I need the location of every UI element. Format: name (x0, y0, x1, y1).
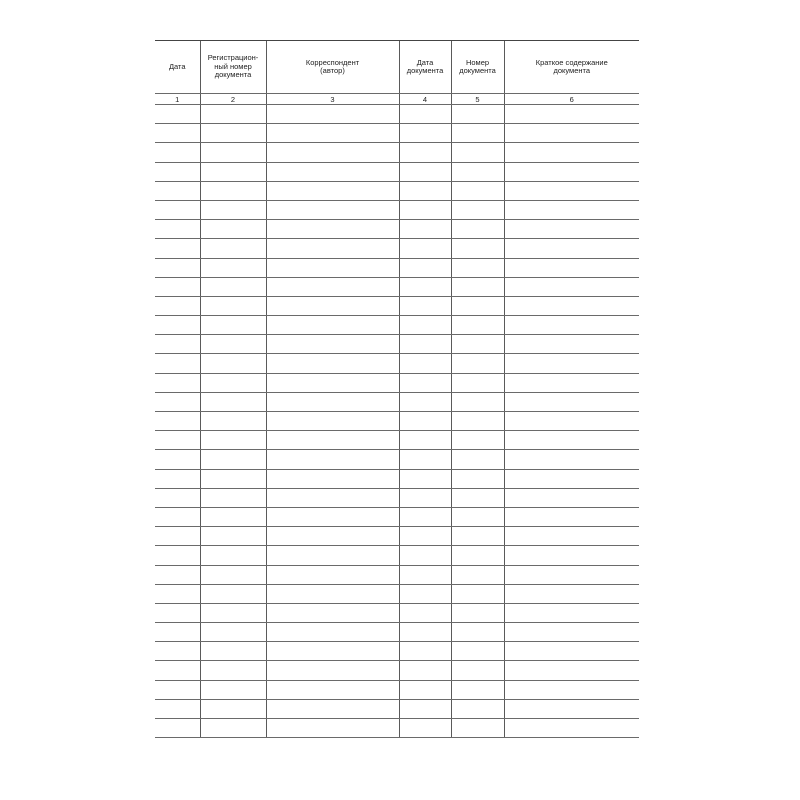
table-cell (451, 124, 504, 143)
table-cell (266, 450, 399, 469)
table-cell (504, 354, 639, 373)
table-row (155, 431, 639, 450)
table-cell (399, 642, 451, 661)
table-cell (266, 699, 399, 718)
table-cell (266, 277, 399, 296)
table-cell (266, 258, 399, 277)
table-cell (155, 335, 200, 354)
table-cell (200, 181, 266, 200)
table-cell (451, 719, 504, 738)
table-cell (451, 546, 504, 565)
table-cell (399, 488, 451, 507)
table-cell (266, 316, 399, 335)
table-cell (504, 296, 639, 315)
table-cell (504, 124, 639, 143)
table-cell (200, 680, 266, 699)
table-cell (399, 469, 451, 488)
table-cell (399, 527, 451, 546)
table-cell (200, 527, 266, 546)
table-cell (451, 584, 504, 603)
table-cell (399, 105, 451, 124)
column-number: 6 (504, 94, 639, 105)
table-row (155, 527, 639, 546)
table-row (155, 412, 639, 431)
table-cell (504, 143, 639, 162)
table-cell (200, 220, 266, 239)
table-cell (451, 699, 504, 718)
table-cell (155, 680, 200, 699)
table-cell (266, 220, 399, 239)
table-cell (266, 661, 399, 680)
table-cell (200, 623, 266, 642)
table-cell (266, 373, 399, 392)
table-cell (200, 258, 266, 277)
table-cell (504, 277, 639, 296)
table-cell (266, 296, 399, 315)
table-cell (200, 431, 266, 450)
table-cell (200, 105, 266, 124)
table-cell (504, 412, 639, 431)
table-cell (155, 220, 200, 239)
table-cell (155, 354, 200, 373)
table-cell (155, 105, 200, 124)
table-row (155, 450, 639, 469)
table-cell (155, 488, 200, 507)
table-cell (200, 296, 266, 315)
table-row (155, 719, 639, 738)
table-row (155, 354, 639, 373)
table-cell (266, 143, 399, 162)
table-cell (266, 642, 399, 661)
table-row (155, 239, 639, 258)
table-cell (504, 584, 639, 603)
table-cell (266, 335, 399, 354)
table-cell (451, 143, 504, 162)
table-cell (155, 450, 200, 469)
table-cell (399, 565, 451, 584)
table-cell (200, 143, 266, 162)
table-cell (155, 181, 200, 200)
journal-body (155, 105, 639, 738)
table-cell (155, 200, 200, 219)
table-cell (155, 277, 200, 296)
table-cell (266, 680, 399, 699)
table-cell (200, 546, 266, 565)
table-cell (266, 623, 399, 642)
table-row (155, 680, 639, 699)
journal-page (155, 40, 639, 738)
table-cell (399, 699, 451, 718)
table-row (155, 373, 639, 392)
table-cell (451, 373, 504, 392)
table-cell (451, 316, 504, 335)
table-cell (504, 661, 639, 680)
table-row (155, 507, 639, 526)
table-row (155, 105, 639, 124)
table-cell (451, 200, 504, 219)
table-cell (504, 507, 639, 526)
table-cell (504, 316, 639, 335)
table-cell (399, 124, 451, 143)
table-cell (155, 546, 200, 565)
column-number-row (155, 94, 639, 105)
header-date: Дата (155, 41, 200, 94)
table-cell (504, 431, 639, 450)
table-row (155, 699, 639, 718)
table-cell (451, 680, 504, 699)
table-cell (451, 258, 504, 277)
table-cell (155, 584, 200, 603)
table-cell (266, 105, 399, 124)
table-row (155, 220, 639, 239)
table-row (155, 335, 639, 354)
table-cell (399, 546, 451, 565)
table-cell (399, 200, 451, 219)
table-cell (266, 392, 399, 411)
table-cell (200, 469, 266, 488)
table-cell (155, 603, 200, 622)
table-cell (155, 258, 200, 277)
table-cell (504, 392, 639, 411)
table-cell (155, 431, 200, 450)
table-row (155, 296, 639, 315)
table-cell (451, 661, 504, 680)
table-cell (451, 354, 504, 373)
table-cell (451, 565, 504, 584)
table-cell (155, 507, 200, 526)
table-cell (200, 719, 266, 738)
table-cell (200, 412, 266, 431)
table-cell (200, 507, 266, 526)
table-cell (200, 392, 266, 411)
table-row (155, 661, 639, 680)
table-cell (504, 680, 639, 699)
table-row (155, 546, 639, 565)
table-cell (399, 296, 451, 315)
table-cell (399, 316, 451, 335)
header-correspondent: Корреспондент (автор) (266, 41, 399, 94)
table-cell (399, 239, 451, 258)
table-cell (266, 162, 399, 181)
table-cell (399, 507, 451, 526)
table-cell (200, 162, 266, 181)
table-row (155, 392, 639, 411)
table-cell (266, 181, 399, 200)
table-cell (504, 239, 639, 258)
table-cell (266, 431, 399, 450)
table-cell (200, 200, 266, 219)
table-cell (504, 200, 639, 219)
table-cell (200, 239, 266, 258)
table-cell (200, 450, 266, 469)
table-row (155, 603, 639, 622)
table-cell (504, 469, 639, 488)
table-cell (451, 603, 504, 622)
table-row (155, 162, 639, 181)
table-cell (399, 277, 451, 296)
table-cell (451, 392, 504, 411)
table-cell (504, 699, 639, 718)
table-cell (266, 124, 399, 143)
table-cell (504, 220, 639, 239)
header-document-number: Номер документа (451, 41, 504, 94)
table-cell (266, 527, 399, 546)
table-cell (451, 277, 504, 296)
table-cell (399, 162, 451, 181)
table-cell (451, 162, 504, 181)
table-cell (399, 431, 451, 450)
table-row (155, 124, 639, 143)
registration-journal-table (155, 40, 639, 738)
table-cell (504, 546, 639, 565)
table-cell (155, 373, 200, 392)
table-cell (451, 296, 504, 315)
table-cell (504, 181, 639, 200)
table-cell (266, 200, 399, 219)
column-number: 2 (200, 94, 266, 105)
table-cell (200, 277, 266, 296)
table-row (155, 488, 639, 507)
table-row (155, 258, 639, 277)
table-cell (504, 373, 639, 392)
table-row (155, 143, 639, 162)
table-cell (155, 661, 200, 680)
table-cell (399, 392, 451, 411)
table-cell (451, 527, 504, 546)
table-cell (399, 680, 451, 699)
table-cell (504, 527, 639, 546)
column-number: 5 (451, 94, 504, 105)
table-cell (504, 488, 639, 507)
table-row (155, 316, 639, 335)
header-document-date: Дата документа (399, 41, 451, 94)
table-cell (266, 239, 399, 258)
table-cell (266, 354, 399, 373)
table-cell (266, 719, 399, 738)
table-cell (266, 469, 399, 488)
table-cell (399, 661, 451, 680)
table-cell (451, 623, 504, 642)
table-cell (155, 412, 200, 431)
column-number: 3 (266, 94, 399, 105)
table-row (155, 623, 639, 642)
table-cell (399, 603, 451, 622)
table-cell (200, 488, 266, 507)
table-cell (266, 507, 399, 526)
table-cell (155, 143, 200, 162)
header-registration-number: Регистрацион- ный номер документа (200, 41, 266, 94)
table-cell (399, 143, 451, 162)
table-row (155, 181, 639, 200)
table-cell (451, 507, 504, 526)
table-cell (399, 373, 451, 392)
table-cell (266, 488, 399, 507)
table-cell (504, 258, 639, 277)
header-summary: Краткое содержание документа (504, 41, 639, 94)
table-cell (504, 642, 639, 661)
table-cell (451, 105, 504, 124)
table-cell (200, 316, 266, 335)
table-cell (155, 239, 200, 258)
table-cell (200, 603, 266, 622)
table-cell (451, 469, 504, 488)
column-number: 1 (155, 94, 200, 105)
table-cell (266, 546, 399, 565)
table-cell (399, 412, 451, 431)
header-row (155, 41, 639, 94)
table-cell (504, 335, 639, 354)
table-cell (266, 584, 399, 603)
table-cell (451, 488, 504, 507)
table-cell (399, 450, 451, 469)
table-cell (200, 373, 266, 392)
table-cell (200, 661, 266, 680)
table-row (155, 469, 639, 488)
table-cell (155, 316, 200, 335)
table-row (155, 200, 639, 219)
table-cell (451, 335, 504, 354)
table-cell (266, 565, 399, 584)
table-cell (504, 565, 639, 584)
table-cell (155, 162, 200, 181)
table-cell (399, 584, 451, 603)
table-cell (200, 335, 266, 354)
table-cell (200, 565, 266, 584)
table-cell (155, 623, 200, 642)
table-cell (399, 220, 451, 239)
table-cell (155, 642, 200, 661)
table-cell (504, 603, 639, 622)
table-cell (451, 642, 504, 661)
table-cell (504, 105, 639, 124)
table-cell (399, 335, 451, 354)
column-number: 4 (399, 94, 451, 105)
table-row (155, 642, 639, 661)
table-cell (266, 603, 399, 622)
table-cell (451, 239, 504, 258)
table-cell (266, 412, 399, 431)
table-cell (451, 181, 504, 200)
table-cell (200, 354, 266, 373)
table-cell (451, 220, 504, 239)
table-cell (451, 431, 504, 450)
table-cell (155, 124, 200, 143)
table-cell (451, 412, 504, 431)
table-cell (200, 699, 266, 718)
table-row (155, 277, 639, 296)
table-cell (155, 469, 200, 488)
table-cell (155, 296, 200, 315)
table-cell (155, 699, 200, 718)
table-cell (399, 623, 451, 642)
table-row (155, 584, 639, 603)
table-row (155, 565, 639, 584)
table-cell (399, 181, 451, 200)
table-cell (399, 354, 451, 373)
table-cell (200, 124, 266, 143)
table-cell (504, 450, 639, 469)
table-cell (200, 584, 266, 603)
table-cell (451, 450, 504, 469)
table-cell (399, 258, 451, 277)
table-cell (200, 642, 266, 661)
table-cell (155, 392, 200, 411)
table-cell (399, 719, 451, 738)
table-cell (504, 719, 639, 738)
table-cell (504, 623, 639, 642)
table-cell (155, 527, 200, 546)
table-cell (155, 565, 200, 584)
table-cell (504, 162, 639, 181)
table-cell (155, 719, 200, 738)
